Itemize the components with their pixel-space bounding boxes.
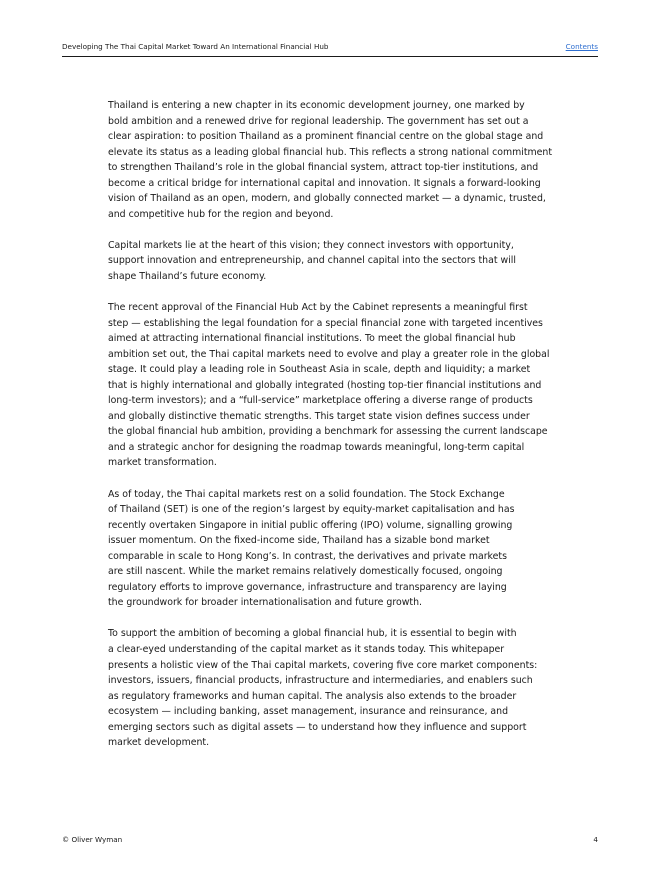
page-header — [62, 42, 598, 57]
document-title: Developing The Thai Capital Market Toward An International Financial Hub — [62, 42, 329, 51]
paragraph-financial-hub-act: The recent approval of the Financial Hub Act by the Cabinet represents a meaningful first step — establishing the legal foundation for a special financial zone with targeted incentives aimed at attracting international financial institutions. To meet the global financial hub ambition set out, the Thai capital markets need to evolve and play a greater role in the global stage. It could play a leading role in Southeast Asia in scale, depth and liquidity; a market that is highly international and globally integrated (hosting top-tier financial institutions and long-term investors); and a “full-service” marketplace offering a diverse range of products and globally distinctive thematic strengths. This target state vision defines success under the global financial hub ambition, providing a benchmark for assessing the current landscape and a strategic anchor for designing the roadmap towards meaningful, long-term capital market transformation. — [108, 302, 550, 469]
paragraph-whitepaper-scope: To support the ambition of becoming a global financial hub, it is essential to begin with a clear-eyed understanding of the capital market as it stands today. This whitepaper presents a holistic view of the Thai capital markets, covering five core market components: investors, issuers, financial products, infrastructure and intermediaries, and enablers such as regulatory frameworks and human capital. The analysis also extends to the broader ecosystem — including banking, asset management, insurance and reinsurance, and emerging sectors such as digital assets — to understand how they influence and support market development. — [108, 628, 538, 749]
paragraph-capital-markets: Capital markets lie at the heart of this vision; they connect investors with opportunity, support innovation and entrepreneurship, and channel capital into the sectors that will shape Thailand’s future economy. — [108, 239, 516, 282]
page-number: 4 — [593, 835, 598, 844]
footer-copyright: © Oliver Wyman — [62, 835, 123, 844]
paragraph-current-state: As of today, the Thai capital markets rest on a solid foundation. The Stock Exchange of Thailand (SET) is one of the region’s largest by equity-market capitalisation and has recently overtaken Singapore in initial public offering (IPO) volume, signalling growing issuer momentum. On the fixed-income side, Thailand has a sizable bond market comparable in scale to Hong Kong’s. In contrast, the derivatives and private markets are still nascent. While the market remains relatively domestically focused, ongoing regulatory efforts to improve governance, infrastructure and transparency are laying the groundwork for broader internationalisation and future growth. — [108, 488, 515, 609]
contents-link[interactable]: Contents — [565, 42, 598, 51]
paragraph-intro: Thailand is entering a new chapter in its economic development journey, one marked by bold ambition and a renewed drive for regional leadership. The government has set out a clear aspiration: to position Thailand as a prominent financial centre on the global stage and elevate its status as a leading global financial hub. This reflects a strong national commitment to strengthen Thailand’s role in the global financial system, attract top-tier institutions, and become a critical bridge for international capital and innovation. It signals a forward-looking vision of Thailand as an open, modern, and globally connected market — a dynamic, trusted, and competitive hub for the region and beyond. — [108, 100, 553, 220]
body-text — [108, 98, 554, 766]
